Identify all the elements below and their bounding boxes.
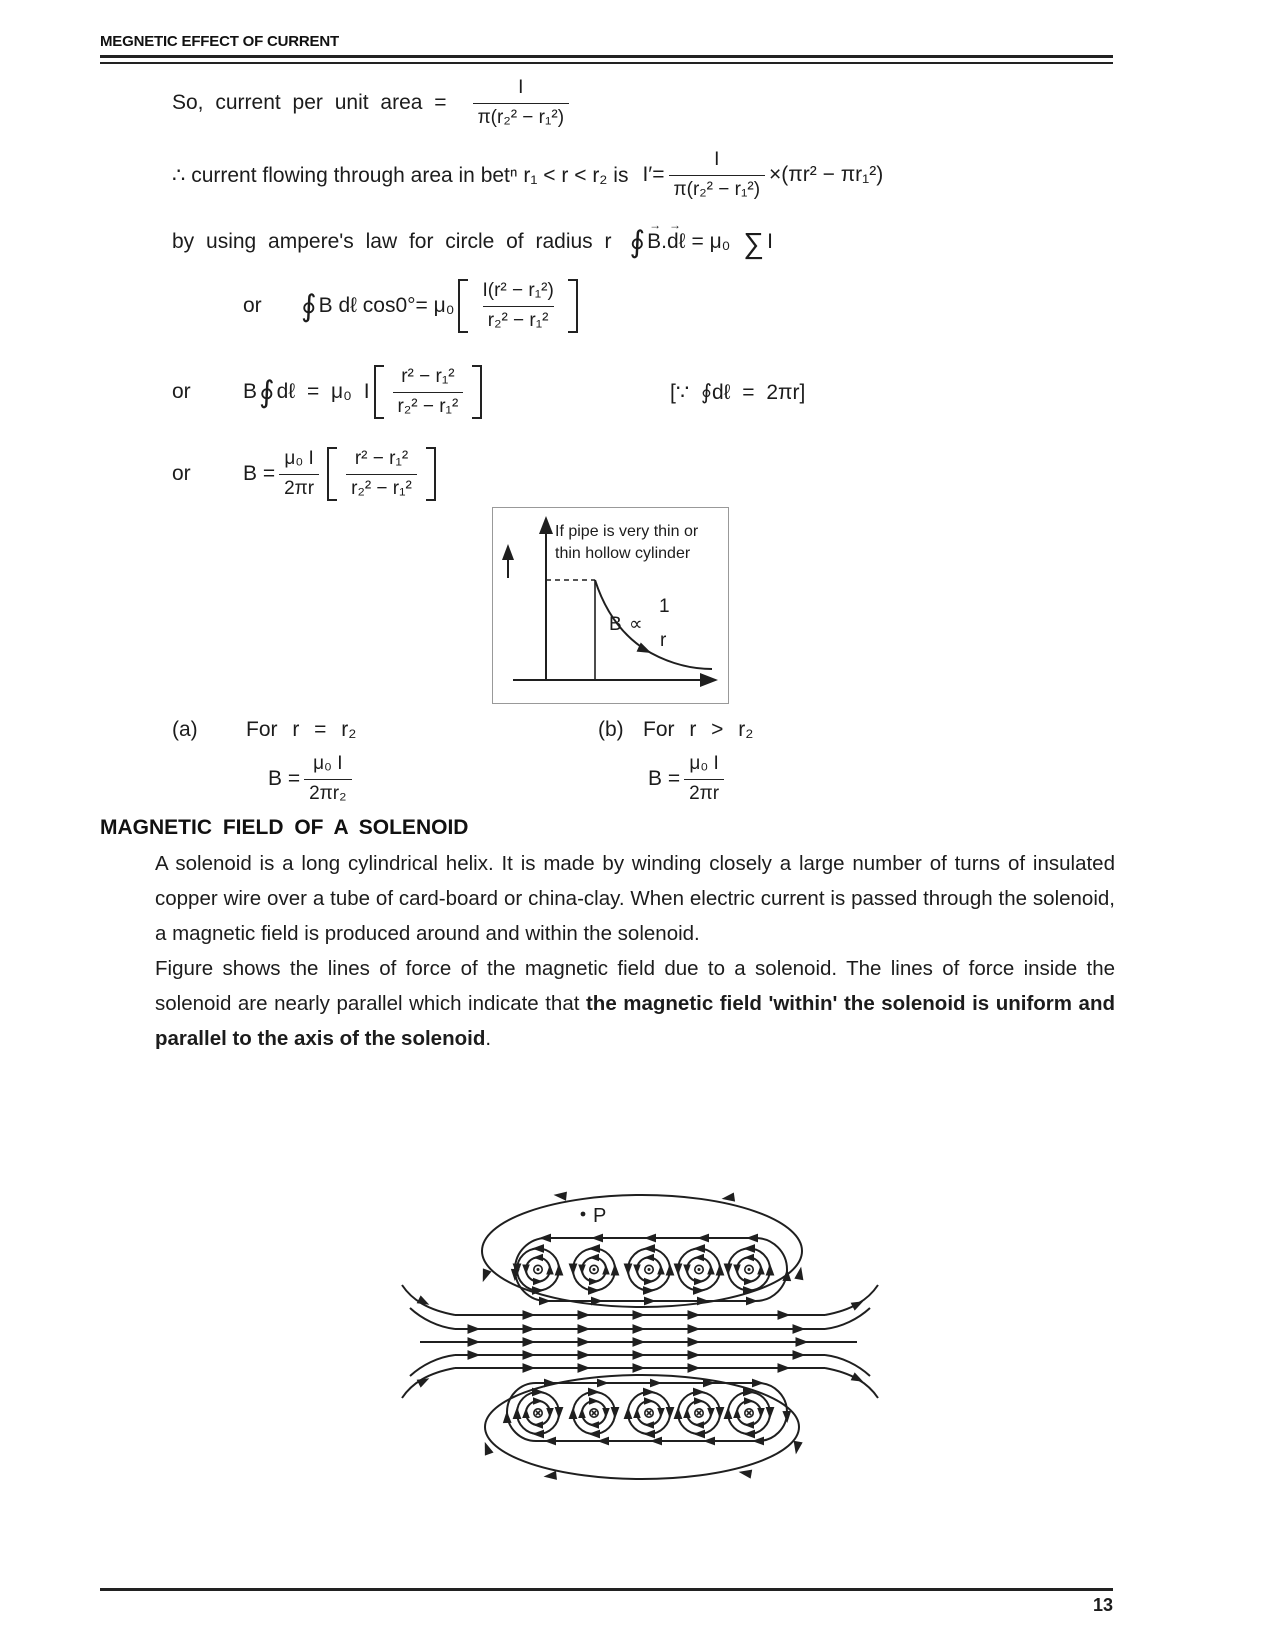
case-b-equation: B = $\frac{\text{μ₀ I}}{2\pi r}$ (648, 750, 728, 808)
or-label: or (172, 462, 191, 485)
graph-caption-line2: thin hollow cylinder (555, 545, 691, 562)
eq3-sigma-arg: I (767, 230, 773, 253)
eq1-fraction: $\frac{I}{\text{π(r₂² − r₁²)}}$ (473, 76, 570, 130)
graph-label-B: B (609, 614, 622, 635)
vector-B: → B (647, 218, 662, 253)
section-heading: MAGNETIC FIELD OF A SOLENOID (100, 816, 469, 839)
or-label: or (243, 294, 262, 317)
vector-dl: → dℓ (667, 218, 686, 253)
eq1-text: So, current per unit area = (172, 91, 447, 114)
eq5-pre: B (243, 380, 258, 403)
field-line-flare (825, 1308, 870, 1329)
bold-statement: the magnetic field 'within' the solenoid is uniform and parallel to the axis of the solenoid (155, 992, 1115, 1050)
or-label: or (172, 380, 191, 403)
graph-caption-line1: If pipe is very thin or (555, 523, 699, 540)
page-number: 13 (1092, 1595, 1113, 1615)
eq3-text: by using ampere's law for circle of radius r (172, 230, 612, 253)
equation-ampere-law: by using ampere's law for circle of radius r ∮ → B . → dℓ = μ₀ ∑ I (172, 218, 773, 260)
case-a-equation: B = $\frac{\text{μ₀ I}}{\text{2πr₂}}$ (268, 750, 356, 808)
field-line-flare (825, 1285, 878, 1315)
contour-integral-symbol: ∮ (301, 290, 317, 323)
equation-or-3 (172, 434, 440, 514)
paragraph-lines-of-force: Figure shows the lines of force of the magnetic field due to a solenoid. The lines of force inside the solenoid are nearly parallel which indicate that the magnetic field 'within' the solenoid is uniform and parallel to the axis of the solenoid. (155, 957, 1115, 1050)
case-a-label: (a) (172, 718, 198, 741)
equation-or-2 (172, 352, 486, 432)
x-axis-arrowhead-icon (700, 673, 718, 687)
solenoid-field-diagram (400, 1128, 880, 1513)
point-p-label: P (593, 1205, 607, 1227)
case-b-label: (b) (598, 718, 624, 741)
field-line-flare (410, 1355, 455, 1376)
eq4-lhs: B dℓ cos0°= μ₀ (318, 294, 455, 317)
field-line-flare (410, 1308, 455, 1329)
b-vs-r-graph-svg (493, 508, 725, 700)
eq5-bracket-fraction: $\frac{\text{r² − r₁²}}{\text{r₂² − r₁²}}$ (374, 365, 483, 419)
vector-arrow-icon: → (669, 218, 680, 232)
graph-label-one: 1 (659, 596, 670, 617)
field-line-flare (825, 1368, 878, 1398)
page-header-title: MEGNETIC EFFECT OF CURRENT (100, 33, 339, 50)
eq4-bracket-fraction: $\frac{\text{I(r² − r₁²)}}{\text{r₂² − r₁²}}$ (458, 279, 577, 333)
equation-note-dl-2pir: [∵ ∮dℓ = 2πr] (670, 380, 806, 404)
point-p-dot (581, 1212, 586, 1217)
eq6-bracket-fraction: $\frac{\text{r² − r₁²}}{\text{r₂² − r₁²}}$ (327, 447, 436, 501)
b-vs-r-inset-graph (492, 507, 729, 704)
equation-or-1 (243, 266, 582, 346)
eq2-lhs: I′= (642, 163, 665, 186)
summation-symbol: ∑ (743, 227, 765, 260)
y-axis-arrowhead-icon (539, 516, 553, 534)
field-line-flare (825, 1355, 870, 1376)
eq6-lhs: B = (243, 462, 276, 485)
eq2-text: ∴ current flowing through area in betⁿ r₁ < r < r₂ is (172, 163, 629, 187)
graph-label-r: r (660, 630, 667, 651)
equation-current-through-area (172, 140, 883, 210)
eq2-fraction: $\frac{I}{\text{π(r₂² − r₁²)}}$ (669, 148, 766, 202)
graph-label-propto: ∝ (629, 614, 643, 635)
header-rule (100, 55, 1113, 64)
case-a-condition: For r = r₂ (246, 718, 357, 741)
eq6-fraction-1: $\frac{\text{μ₀ I}}{2\pi r}$ (279, 447, 319, 501)
footer-rule (100, 1588, 1113, 1591)
field-line-flare (402, 1368, 455, 1398)
eq3-equals: = μ₀ (691, 230, 731, 253)
eq5-lhs: dℓ = μ₀ I (276, 380, 370, 403)
paragraph-solenoid-definition: A solenoid is a long cylindrical helix. It is made by winding closely a large number of turns of insulated copper wire over a tube of card-board or china-clay. When electric current is passed through the solenoid, a magnetic field is produced around and within the solenoid. (155, 852, 1115, 945)
eq2-tail: ×(πr² − πr₁²) (769, 163, 884, 186)
case-b-condition: For r > r₂ (643, 718, 754, 741)
vector-arrow-icon: → (649, 218, 661, 232)
contour-integral-symbol: ∮ (259, 376, 275, 409)
contour-integral-symbol: ∮ (629, 226, 646, 259)
field-line-flare (402, 1285, 455, 1315)
equation-current-per-unit-area (172, 72, 573, 134)
